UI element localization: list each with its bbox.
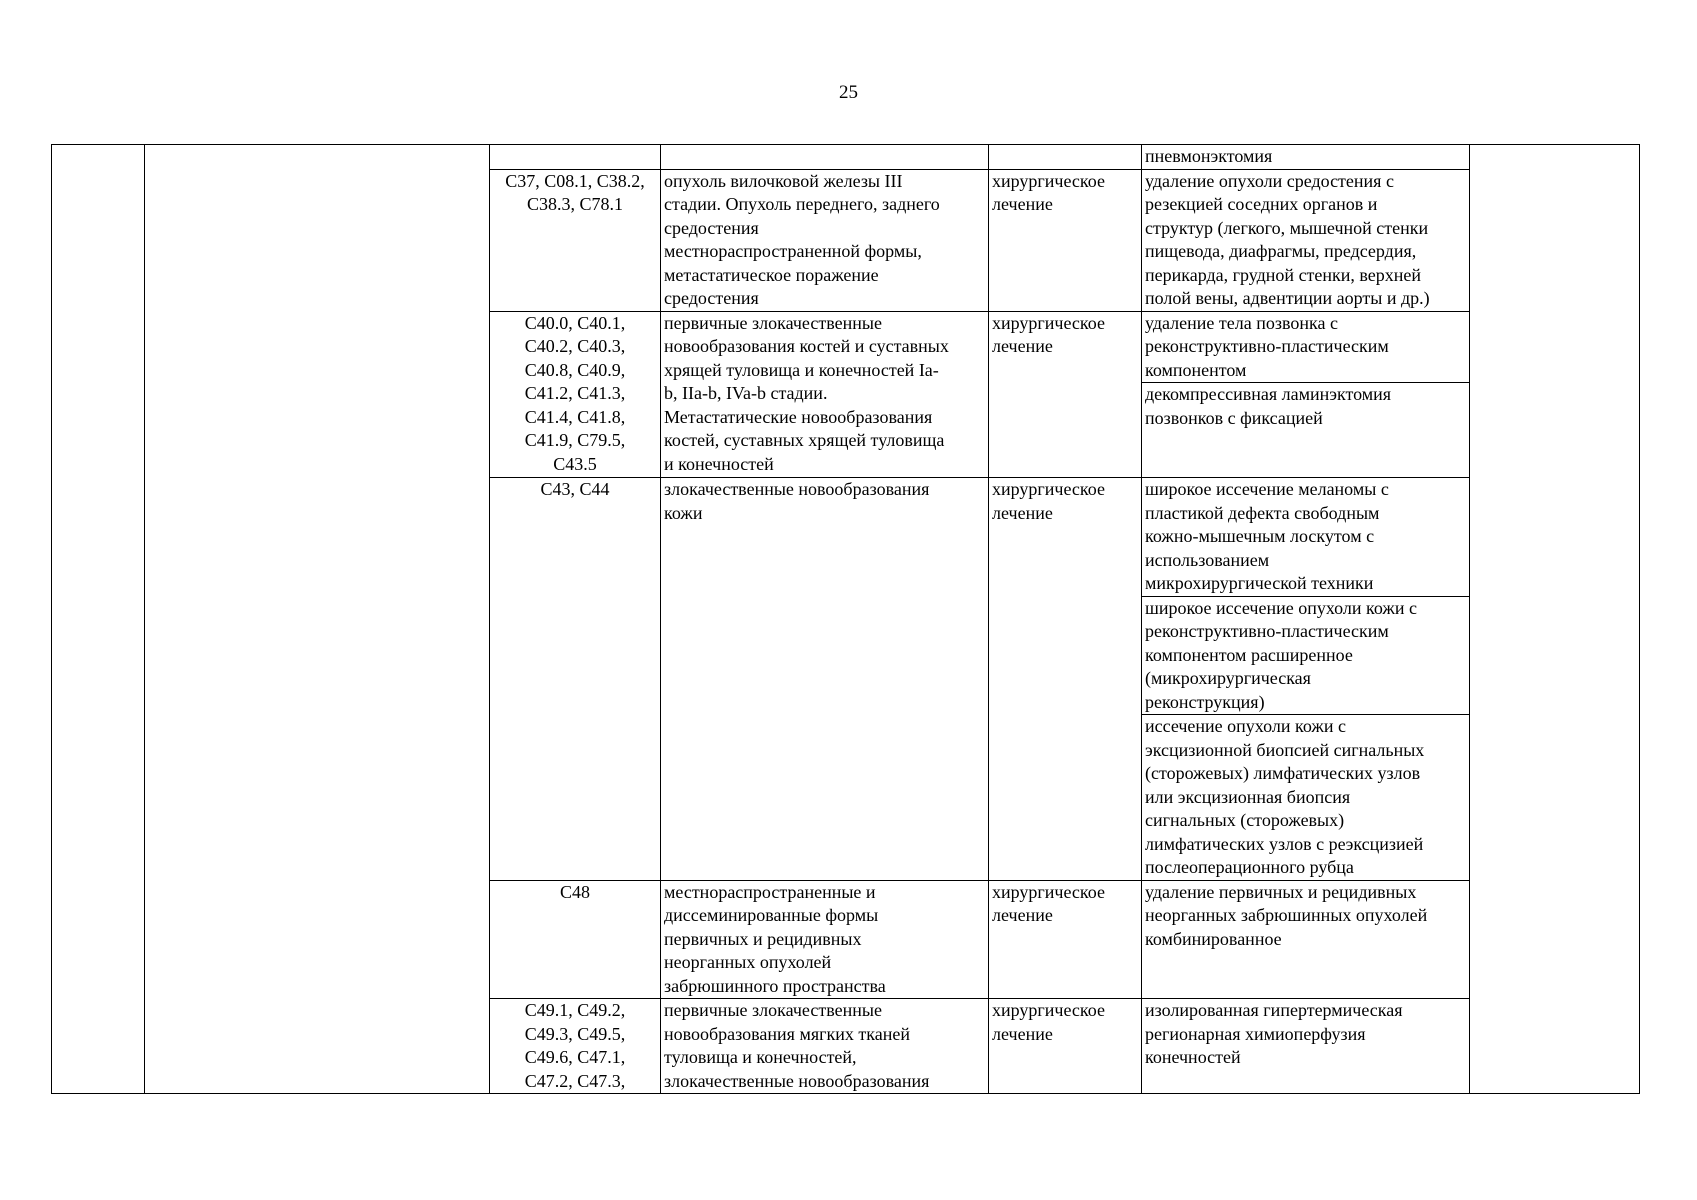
model-cell: первичные злокачественные новообразования костей и суставных хрящей туловища и конечностей Ia- b, IIa-b, IVa-b стадии. Метастатические новообразования костей, суставных хрящей туловища и конечностей [661,311,989,478]
treatment-type-cell: хирургическое лечение [989,478,1142,881]
codes-cell: C49.1, C49.2, C49.3, C49.5, C49.6, C47.1, C47.2, C47.3, [490,999,661,1094]
norm-cell [1470,145,1640,1094]
model-cell: злокачественные новообразования кожи [661,478,989,881]
treatment-type-cell: хирургическое лечение [989,880,1142,999]
method-cell: удаление тела позвонка с реконструктивно-пластическим компонентом [1142,311,1470,383]
method-cell: удаление первичных и рецидивных неорганных забрюшинных опухолей комбинированное [1142,880,1470,999]
medical-care-table [51,144,1640,1094]
treatment-type-cell: хирургическое лечение [989,999,1142,1094]
treatment-type-cell: хирургическое лечение [989,169,1142,311]
page-number: 25 [839,82,858,103]
codes-cell: C48 [490,880,661,999]
model-cell: местнораспространенные и диссеминированные формы первичных и рецидивных неорганных опухолей забрюшинного пространства [661,880,989,999]
model-cell: опухоль вилочковой железы III стадии. Опухоль переднего, заднего средостения местнораспространенной формы, метастатическое поражение средостения [661,169,989,311]
method-cell: пневмонэктомия [1142,145,1470,170]
codes-cell [490,145,661,170]
method-cell: широкое иссечение меланомы с пластикой дефекта свободным кожно-мышечным лоскутом с использованием микрохирургической техники [1142,478,1470,597]
treatment-type-cell [989,145,1142,170]
codes-cell: C40.0, C40.1, C40.2, C40.3, C40.8, C40.9, C41.2, C41.3, C41.4, C41.8, C41.9, C79.5, C43.5 [490,311,661,478]
treatment-type-cell: хирургическое лечение [989,311,1142,478]
method-cell: декомпрессивная ламинэктомия позвонков с фиксацией [1142,383,1470,478]
codes-cell: C43, C44 [490,478,661,881]
model-cell: первичные злокачественные новообразования мягких тканей туловища и конечностей, злокачественные новообразования [661,999,989,1094]
method-cell: удаление опухоли средостения с резекцией соседних органов и структур (легкого, мышечной стенки пищевода, диафрагмы, предсердия, перикарда, грудной стенки, верхней полой вены, адвентиции аорты и др.) [1142,169,1470,311]
column-number-cell [52,145,145,1094]
column-name-cell [145,145,490,1094]
codes-cell: C37, C08.1, C38.2, C38.3, C78.1 [490,169,661,311]
method-cell: иссечение опухоли кожи с эксцизионной биопсией сигнальных (сторожевых) лимфатических узлов или эксцизионная биопсия сигнальных (сторожевых) лимфатических узлов с реэксцизией послеоперационного рубца [1142,715,1470,881]
method-cell: широкое иссечение опухоли кожи с реконструктивно-пластическим компонентом расширенное (микрохирургическая реконструкция) [1142,596,1470,715]
method-cell: изолированная гипертермическая регионарная химиоперфузия конечностей [1142,999,1470,1094]
model-cell [661,145,989,170]
